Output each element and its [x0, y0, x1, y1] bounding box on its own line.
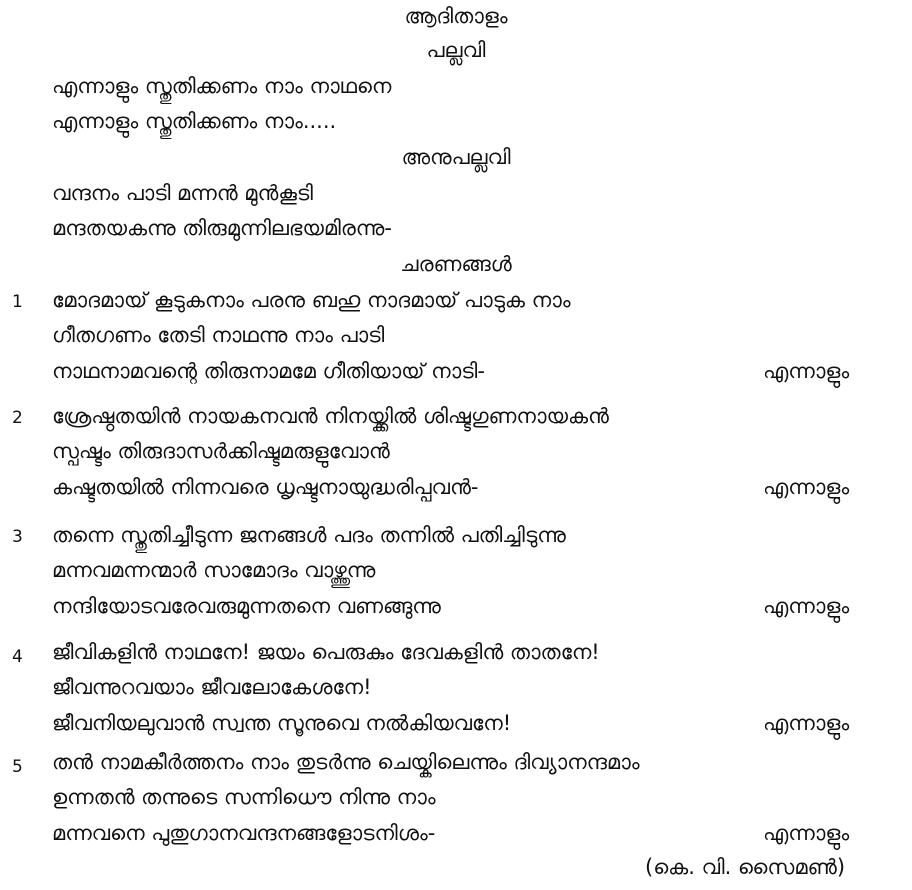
- verse-line: മന്നവനെ പുതുഗാനവന്ദനങ്ങളോടനിശം-: [52, 821, 436, 845]
- pallavi-line-2: എന്നാളും സ്തുതിക്കണം നാം.....: [52, 109, 337, 133]
- verse-line: ശ്രേഷ്ഠതയിൻ നായകനവൻ നിനയ്ക്കിൽ ശിഷ്ടഗുണനായകൻ: [52, 404, 609, 428]
- raga-heading: ആദിതാളം: [404, 4, 508, 28]
- verse-number: 1: [12, 292, 23, 312]
- verse-number: 5: [12, 757, 23, 777]
- verse-line: ഗീതഗണം തേടി നാഥന്നു നാം പാടി: [52, 323, 385, 347]
- verse-line: നന്ദിയോടവരേവരുമുന്നതനെ വണങ്ങുന്നു: [52, 594, 441, 618]
- refrain-label: എന്നാളും: [763, 359, 850, 383]
- anupallavi-line-2: മന്ദതയകന്നു തിരുമുന്നിലഭയമിരന്നു-: [52, 216, 392, 240]
- anupallavi-heading: അനുപല്ലവി: [401, 145, 511, 169]
- anupallavi-line-1: വന്ദനം പാടി മന്നൻ മുൻകൂടി: [52, 181, 313, 205]
- verse-number: 3: [12, 527, 23, 547]
- refrain-label: എന്നാളും: [763, 594, 850, 618]
- refrain-label: എന്നാളും: [763, 711, 850, 735]
- verse-line: ജീവനിയലുവാൻ സ്വന്ത സൂനുവെ നൽകിയവനേ!: [52, 711, 512, 735]
- verse-line: ജീവന്നുറവയാം ജീവലോകേശനേ!: [52, 675, 372, 699]
- verse-line: സ്പഷ്ടം തിരുദാസർക്കിഷ്ടമരുളുവോൻ: [52, 439, 390, 463]
- pallavi-line-1: എന്നാളും സ്തുതിക്കണം നാം നാഥനെ: [52, 74, 392, 98]
- verse-line: തന്നെ സ്തുതിച്ചീടുന്ന ജനങ്ങൾ പദം തന്നിൽ പതിച്ചിടുന്നു: [52, 523, 566, 547]
- pallavi-heading: പല്ലവി: [426, 38, 486, 62]
- refrain-label: എന്നാളും: [763, 475, 850, 499]
- verse-line: നാഥനാമവന്റെ തിരുനാമമേ ഗീതിയായ് നാടി-: [52, 359, 485, 383]
- verse-line: മോദമായ് കൂടുകനാം പരനു ബഹു നാദമായ് പാടുക നാം: [52, 288, 571, 312]
- verse-line: കഷ്ടതയിൽ നിന്നവരെ ധൃഷ്ടനായുദ്ധരിപ്പവൻ-: [52, 475, 479, 499]
- charanams-heading: ചരണങ്ങൾ: [400, 252, 512, 276]
- verse-line: ഉന്നതൻ തന്നുടെ സന്നിധൌ നിന്നു നാം: [52, 785, 436, 809]
- verse-number: 4: [12, 647, 23, 667]
- verse-line: ജീവികളിൻ നാഥനേ! ജയം പെരുകും ദേവകളിൻ താതനേ!: [52, 640, 600, 664]
- refrain-label: എന്നാളും: [763, 821, 850, 845]
- author-credit: (കെ. വി. സൈമൺ): [645, 855, 846, 879]
- verse-line: മന്നവമന്നന്മാർ സാമോദം വാഴ്ത്തുന്നു: [52, 558, 376, 582]
- verse-number: 2: [12, 408, 23, 428]
- verse-line: തൻ നാമകീർത്തനം നാം തുടർന്നു ചെയ്കിലെന്നും ദിവ്യാനന്ദമാം: [52, 750, 640, 774]
